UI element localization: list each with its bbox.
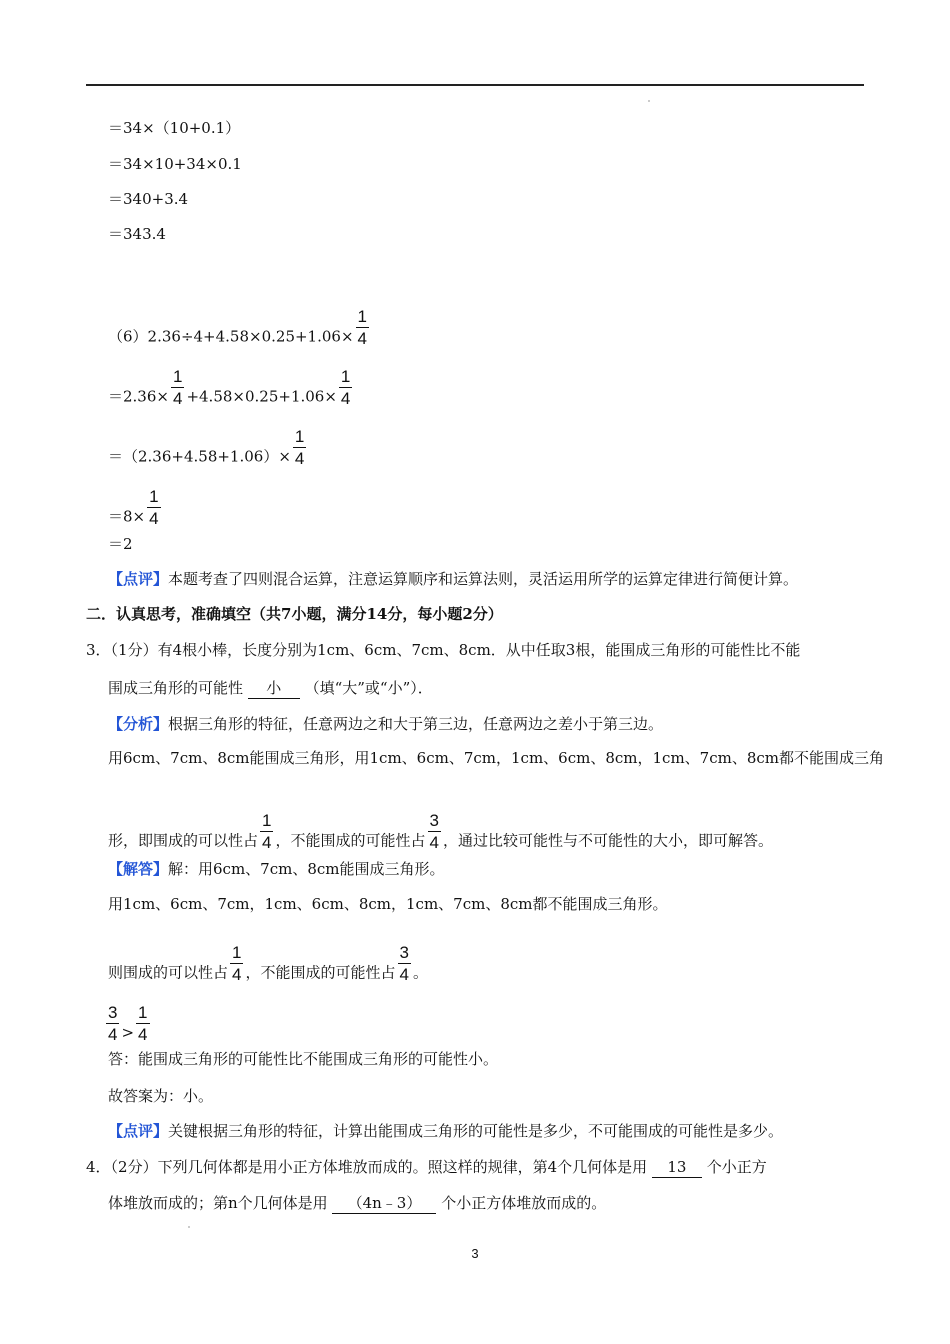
q3-comparison — [104, 1003, 152, 1053]
comment-tag: 【点评】 — [108, 1122, 169, 1140]
fraction-one-quarter: $\frac{1}{4}$ — [149, 487, 159, 528]
q3-answer-line: 答：能围成三角形的可能性比不能围成三角形的可能性小。 — [108, 1050, 499, 1068]
q3-analysis-line-3: 形，即围成的可以性占 $\frac{1}{4}$ ，不能围成的可能性占 $\frac{3}{4}$ ，通过比较可能性与不可能性的大小，即可解答。 — [108, 811, 773, 852]
q4-line-1: 4．（2分）下列几何体都是用小正方体堆放而成的。照这样的规律，第4个几何体是用 13 个小正方 — [86, 1158, 767, 1176]
q3-solution-line-3: 则围成的可以性占 $\frac{1}{4}$ ，不能围成的可能性占 $\frac{3}{4}$ 。 — [108, 943, 428, 984]
fraction-one-quarter: $\frac{1}{4}$ — [340, 367, 351, 408]
q3-line-1: 3．（1分）有4根小棒，长度分别为1cm、6cm、7cm、8cm．从中任取3根，能围成三角形的可能性比不能 — [86, 641, 801, 659]
q4-answer-blank-2: （4n﹣3） — [332, 1193, 436, 1214]
analysis-tag: 【分析】 — [108, 715, 169, 733]
problem6-text: （6）2.36÷4+4.58×0.25+1.06× — [108, 327, 354, 346]
q4-line-2: 体堆放而成的；第n个几何体是用 （4n﹣3） 个小正方体堆放而成的。 — [108, 1194, 607, 1212]
solution-tag: 【解答】 — [108, 860, 169, 878]
q3-comment: 【点评】关键根据三角形的特征，计算出能围成三角形的可能性是多少，不可能围成的可能性是多少。 — [108, 1122, 784, 1140]
q3-analysis-line-2: 用6cm、7cm、8cm能围成三角形，用1cm、6cm、7cm，1cm、6cm、8cm，1cm、7cm、8cm都不能围成三角 — [108, 749, 885, 767]
q3-line-2: 围成三角形的可能性 小 （填“大”或“小”）． — [108, 679, 433, 697]
fraction-one-quarter: $\frac{1}{4}$ — [357, 307, 367, 348]
greater-than-sign: > — [121, 1023, 135, 1042]
fraction-three-quarters: $\frac{3}{4}$ — [399, 943, 409, 984]
problem6-line-3: ＝（2.36+4.58+1.06）× $\frac{1}{4}$ — [108, 427, 305, 468]
header-rule — [86, 84, 864, 86]
fraction-three-quarters: $\frac{3}{4}$ — [108, 1003, 118, 1044]
q3-solution-line-2: 用1cm、6cm、7cm，1cm、6cm、8cm，1cm、7cm、8cm都不能围成三角形。 — [108, 895, 668, 913]
fraction-one-quarter: $\frac{1}{4}$ — [172, 367, 183, 408]
q3-analysis: 【分析】根据三角形的特征，任意两边之和大于第三边，任意两边之差小于第三边。 — [108, 715, 664, 733]
q3-final-line: 故答案为：小。 — [108, 1087, 214, 1105]
problem6-line-1 — [108, 307, 371, 357]
scan-dot — [188, 1226, 190, 1228]
calc-line-4: ＝343.4 — [108, 225, 166, 243]
section-2-heading: 二．认真思考，准确填空（共7小题，满分14分，每小题2分） — [86, 605, 503, 623]
fraction-one-quarter: $\frac{1}{4}$ — [262, 811, 272, 852]
calc-line-3: ＝340+3.4 — [108, 190, 189, 208]
fraction-one-quarter: $\frac{1}{4}$ — [232, 943, 242, 984]
q4-answer-blank-1: 13 — [652, 1157, 702, 1178]
scan-dot — [648, 100, 650, 102]
comment-tag: 【点评】 — [108, 570, 169, 588]
problem6-line-2: ＝2.36× $\frac{1}{4}$ +4.58×0.25+1.06× $\frac{1}{4}$ — [108, 367, 351, 408]
fraction-three-quarters: $\frac{3}{4}$ — [429, 811, 439, 852]
calc-line-2: ＝34×10+34×0.1 — [108, 155, 242, 173]
problem6-line-5: ＝2 — [108, 535, 133, 553]
problem6-line-4: ＝8× $\frac{1}{4}$ — [108, 487, 159, 528]
fraction-one-quarter: $\frac{1}{4}$ — [294, 427, 305, 468]
fraction-one-quarter: $\frac{1}{4}$ — [138, 1003, 148, 1044]
page-number: 3 — [471, 1246, 479, 1261]
q3-solution: 【解答】解：用6cm、7cm、8cm能围成三角形。 — [108, 860, 445, 878]
calc-line-1: ＝34×（10+0.1） — [108, 119, 241, 137]
q3-answer-blank: 小 — [248, 678, 300, 699]
comment-1: 【点评】本题考查了四则混合运算，注意运算顺序和运算法则，灵活运用所学的运算定律进行简便计算。 — [108, 570, 799, 588]
